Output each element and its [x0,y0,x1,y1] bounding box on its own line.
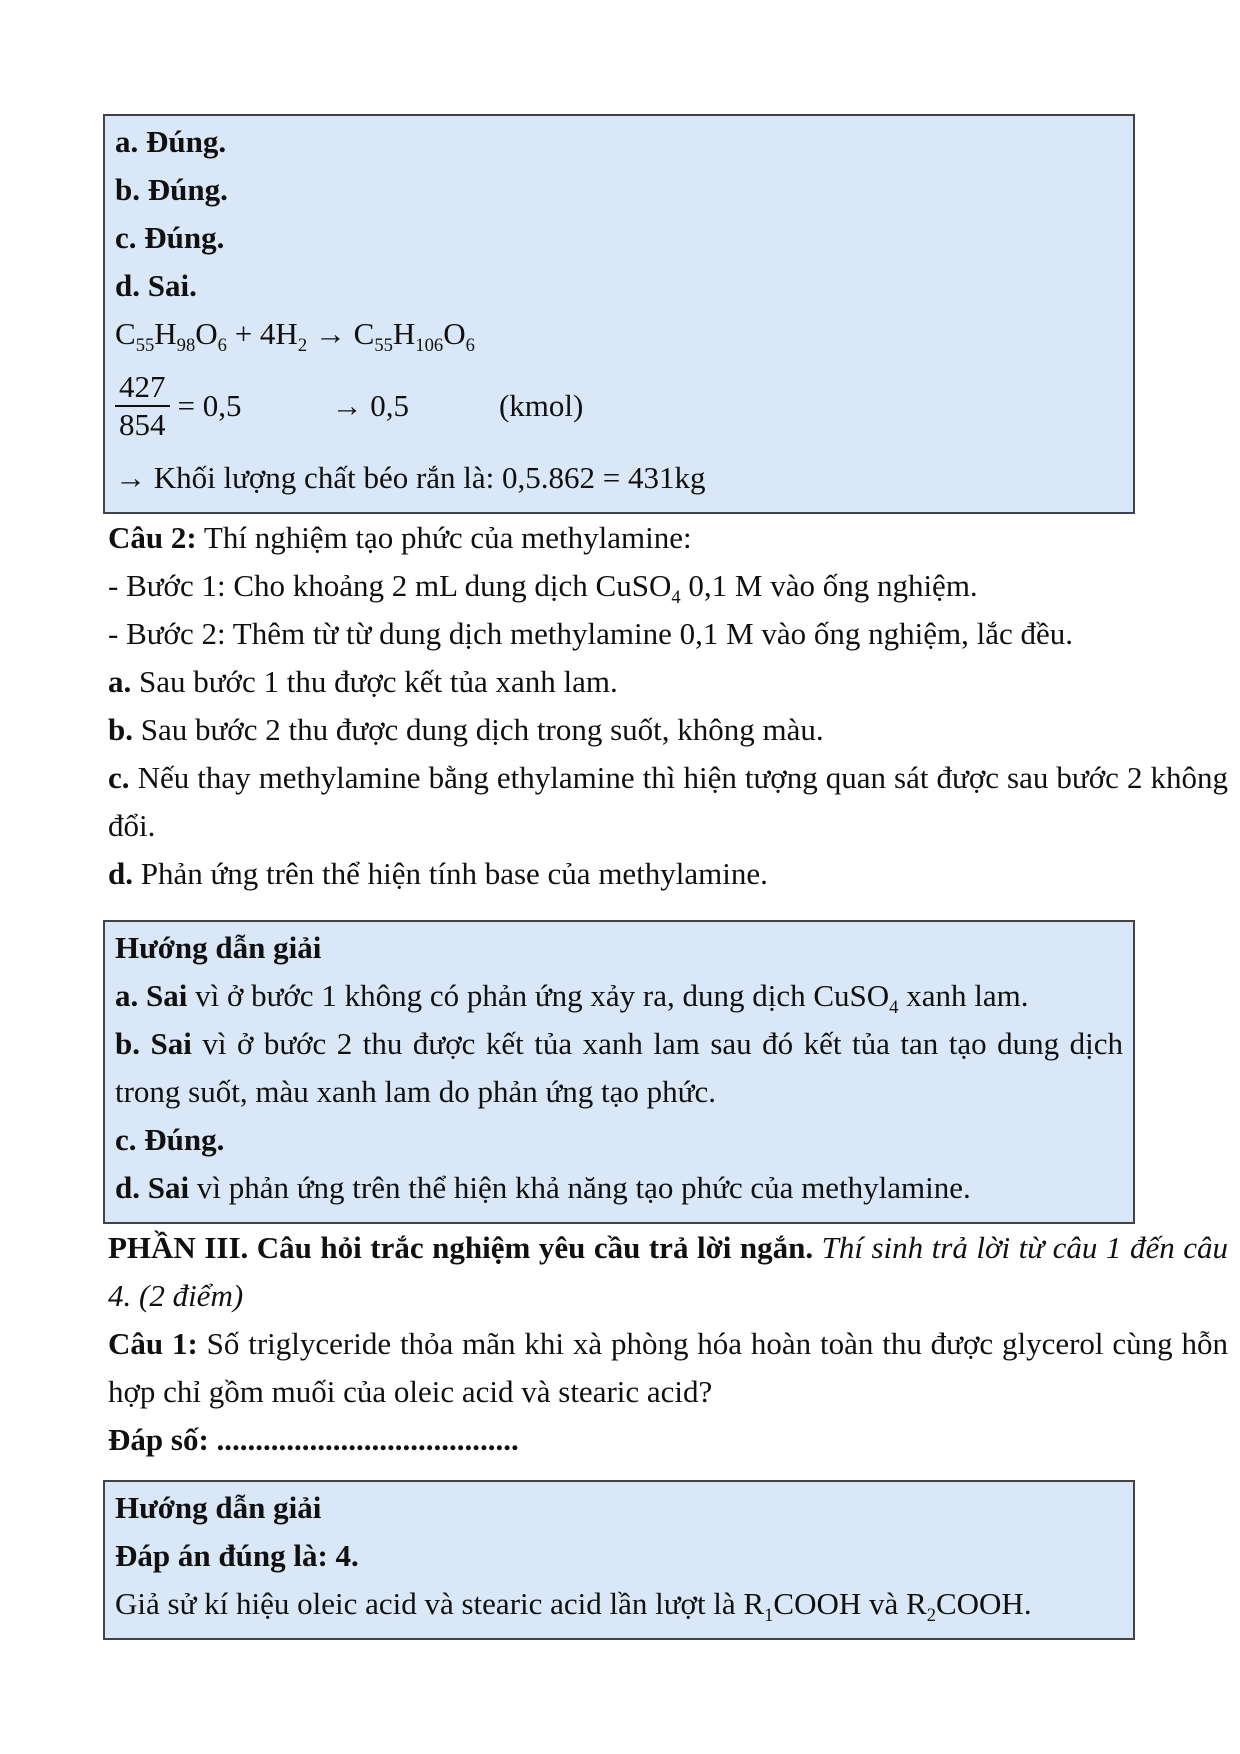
solution2-b: b. Sai vì ở bước 2 thu được kết tủa xanh lam sau đó kết tủa tan tạo dung dịch trong suốt, màu xanh lam do phản ứng tạo phức. [115,1026,1123,1109]
hydrogenation-equation: $C_{55}H_{98}O_6 + 4H_2 \to C_{55}H_{106}O_6$ [115,316,475,357]
part3-answer-blank: Đáp số: ....................................... [108,1422,519,1457]
statement-a-verdict: a. Đúng. [115,124,227,159]
part3-heading: PHẦN III. Câu hỏi trắc nghiệm yêu cầu trả lời ngắn. Thí sinh trả lời từ câu 1 đến câu 4. (2 điểm) [108,1230,1228,1313]
question2-title: Câu 2: Thí nghiệm tạo phức của methylamine: [108,520,692,555]
question2-step2: - Bước 2: Thêm từ từ dung dịch methylamine 0,1 M vào ống nghiệm, lắc đều. [108,616,1074,651]
question2-option-d: d. Phản ứng trên thể hiện tính base của methylamine. [108,856,768,891]
solution2-a: a. Sai vì ở bước 1 không có phản ứng xảy ra, dung dịch CuSO$_4$ xanh lam. [115,978,1029,1019]
fraction-denominator: 854 [119,407,166,442]
question2-step1: - Bước 1: Cho khoảng 2 mL dung dịch CuSO$_4$ 0,1 M vào ống nghiệm. [108,568,978,609]
fraction-427-854 [115,369,170,442]
solution-guide-title: Hướng dẫn giải [115,930,322,965]
solution-box-part3-question1 [103,1480,1135,1640]
mass-result-line: → Khối lượng chất béo rắn là: 0,5.862 = 431kg [115,460,706,495]
statement-c-verdict: c. Đúng. [115,220,225,255]
part3-section [103,1224,1240,1464]
question2-option-c: c. Nếu thay methylamine bằng ethylamine thì hiện tượng quan sát được sau bước 2 không đổi. [108,760,1228,843]
question2-section [103,514,1240,898]
mole-ratio-line [115,358,1123,454]
question2-option-a: a. Sau bước 1 thu được kết tủa xanh lam. [108,664,618,699]
solution2-c: c. Đúng. [115,1122,225,1157]
part3-question1: Câu 1: Số triglyceride thỏa mãn khi xà phòng hóa hoàn toàn thu được glycerol cùng hỗn hợp chỉ gồm muối của oleic acid và stearic acid? [108,1326,1228,1409]
solution2-d: d. Sai vì phản ứng trên thể hiện khả năng tạo phức của methylamine. [115,1170,971,1205]
correct-answer-line: Đáp án đúng là: 4. [115,1538,359,1573]
unit-label: (kmol) [498,388,584,423]
solution3-body: Giả sử kí hiệu oleic acid và stearic acid lần lượt là $R_1COOH$ và $R_2COOH$. [115,1586,1032,1627]
solution-box-question2 [103,920,1135,1224]
arrow-value: → 0,5 [331,388,409,423]
solution-box-question1 [103,114,1135,514]
statement-d-verdict: d. Sai. [115,268,197,303]
fraction-numerator: 427 [115,369,170,407]
statement-b-verdict: b. Đúng. [115,172,228,207]
question2-option-b: b. Sau bước 2 thu được dung dịch trong suốt, không màu. [108,712,824,747]
solution-guide-title-2: Hướng dẫn giải [115,1490,322,1525]
equals-value: = 0,5 [177,388,242,423]
